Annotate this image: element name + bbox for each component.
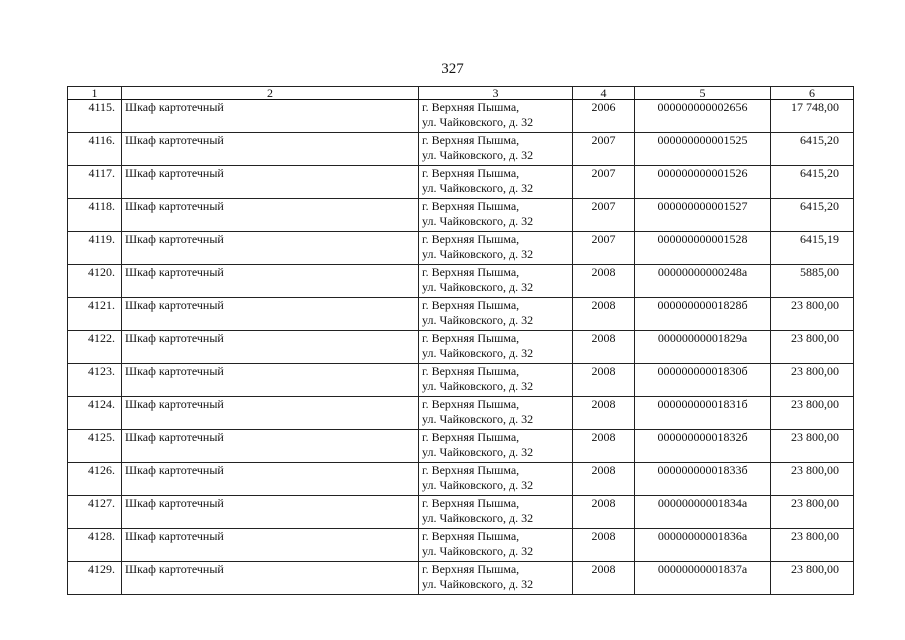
column-header: 5	[635, 87, 771, 100]
item-address	[419, 166, 573, 199]
item-name: Шкаф картотечный	[122, 166, 419, 199]
table-row	[68, 529, 854, 562]
address-line-1: г. Верхняя Пышма,	[422, 331, 520, 345]
inventory-number: 00000000001832б	[635, 430, 771, 463]
item-year: 2008	[573, 397, 635, 430]
table-row	[68, 100, 854, 133]
item-cost: 6415,20	[771, 166, 854, 199]
inventory-number: 00000000001828б	[635, 298, 771, 331]
table-row	[68, 397, 854, 430]
item-year: 2008	[573, 463, 635, 496]
address-line-2: ул. Чайковского, д. 32	[422, 445, 534, 459]
table-row	[68, 133, 854, 166]
item-address	[419, 298, 573, 331]
item-address	[419, 562, 573, 595]
item-name: Шкаф картотечный	[122, 397, 419, 430]
item-name: Шкаф картотечный	[122, 133, 419, 166]
item-address	[419, 463, 573, 496]
row-number: 4115.	[68, 100, 122, 133]
item-address	[419, 133, 573, 166]
item-name: Шкаф картотечный	[122, 265, 419, 298]
row-number: 4129.	[68, 562, 122, 595]
column-header: 4	[573, 87, 635, 100]
item-year: 2007	[573, 232, 635, 265]
inventory-number: 000000000001528	[635, 232, 771, 265]
address-line-1: г. Верхняя Пышма,	[422, 529, 520, 543]
table-row	[68, 199, 854, 232]
table-row	[68, 265, 854, 298]
item-cost: 23 800,00	[771, 529, 854, 562]
inventory-number: 000000000001527	[635, 199, 771, 232]
item-address	[419, 430, 573, 463]
address-line-2: ул. Чайковского, д. 32	[422, 577, 534, 591]
row-number: 4119.	[68, 232, 122, 265]
item-year: 2008	[573, 496, 635, 529]
item-address	[419, 496, 573, 529]
item-name: Шкаф картотечный	[122, 430, 419, 463]
item-address	[419, 331, 573, 364]
item-year: 2008	[573, 265, 635, 298]
item-name: Шкаф картотечный	[122, 298, 419, 331]
item-cost: 17 748,00	[771, 100, 854, 133]
page-number: 327	[441, 61, 464, 77]
table-row	[68, 463, 854, 496]
inventory-number: 000000000001525	[635, 133, 771, 166]
address-line-1: г. Верхняя Пышма,	[422, 232, 520, 246]
item-address	[419, 100, 573, 133]
inventory-number: 000000000001526	[635, 166, 771, 199]
address-line-1: г. Верхняя Пышма,	[422, 430, 520, 444]
item-cost: 23 800,00	[771, 331, 854, 364]
item-cost: 23 800,00	[771, 496, 854, 529]
address-line-2: ул. Чайковского, д. 32	[422, 247, 534, 261]
row-number: 4118.	[68, 199, 122, 232]
row-number: 4128.	[68, 529, 122, 562]
table-row	[68, 331, 854, 364]
item-address	[419, 232, 573, 265]
table-row	[68, 364, 854, 397]
item-name: Шкаф картотечный	[122, 529, 419, 562]
address-line-2: ул. Чайковского, д. 32	[422, 214, 534, 228]
table-row	[68, 232, 854, 265]
item-name: Шкаф картотечный	[122, 100, 419, 133]
inventory-number: 00000000001837а	[635, 562, 771, 595]
table-row	[68, 166, 854, 199]
item-cost: 6415,20	[771, 199, 854, 232]
address-line-1: г. Верхняя Пышма,	[422, 298, 520, 312]
address-line-2: ул. Чайковского, д. 32	[422, 115, 534, 129]
inventory-number: 00000000001831б	[635, 397, 771, 430]
item-year: 2007	[573, 199, 635, 232]
item-name: Шкаф картотечный	[122, 199, 419, 232]
row-number: 4121.	[68, 298, 122, 331]
item-address	[419, 529, 573, 562]
item-year: 2008	[573, 364, 635, 397]
address-line-2: ул. Чайковского, д. 32	[422, 412, 534, 426]
address-line-2: ул. Чайковского, д. 32	[422, 181, 534, 195]
item-year: 2008	[573, 331, 635, 364]
inventory-number: 00000000000248а	[635, 265, 771, 298]
item-year: 2008	[573, 562, 635, 595]
column-header: 1	[68, 87, 122, 100]
item-year: 2008	[573, 430, 635, 463]
item-name: Шкаф картотечный	[122, 463, 419, 496]
row-number: 4122.	[68, 331, 122, 364]
item-cost: 23 800,00	[771, 397, 854, 430]
row-number: 4127.	[68, 496, 122, 529]
address-line-2: ул. Чайковского, д. 32	[422, 313, 534, 327]
row-number: 4124.	[68, 397, 122, 430]
table-row	[68, 496, 854, 529]
inventory-number: 000000000002656	[635, 100, 771, 133]
item-cost: 23 800,00	[771, 298, 854, 331]
inventory-number: 00000000001833б	[635, 463, 771, 496]
address-line-2: ул. Чайковского, д. 32	[422, 379, 534, 393]
item-name: Шкаф картотечный	[122, 331, 419, 364]
row-number: 4120.	[68, 265, 122, 298]
address-line-1: г. Верхняя Пышма,	[422, 562, 520, 576]
item-cost: 23 800,00	[771, 430, 854, 463]
inventory-number: 00000000001834а	[635, 496, 771, 529]
address-line-2: ул. Чайковского, д. 32	[422, 280, 534, 294]
item-cost: 23 800,00	[771, 364, 854, 397]
item-cost: 5885,00	[771, 265, 854, 298]
asset-registry-table	[67, 86, 854, 595]
row-number: 4117.	[68, 166, 122, 199]
table-row	[68, 298, 854, 331]
address-line-1: г. Верхняя Пышма,	[422, 397, 520, 411]
item-address	[419, 364, 573, 397]
address-line-2: ул. Чайковского, д. 32	[422, 511, 534, 525]
address-line-2: ул. Чайковского, д. 32	[422, 544, 534, 558]
address-line-2: ул. Чайковского, д. 32	[422, 478, 534, 492]
column-header: 3	[419, 87, 573, 100]
column-header: 2	[122, 87, 419, 100]
item-cost: 6415,19	[771, 232, 854, 265]
item-name: Шкаф картотечный	[122, 232, 419, 265]
table-row	[68, 430, 854, 463]
address-line-1: г. Верхняя Пышма,	[422, 463, 520, 477]
item-year: 2007	[573, 166, 635, 199]
address-line-1: г. Верхняя Пышма,	[422, 133, 520, 147]
inventory-number: 00000000001836а	[635, 529, 771, 562]
column-header: 6	[771, 87, 854, 100]
row-number: 4123.	[68, 364, 122, 397]
address-line-1: г. Верхняя Пышма,	[422, 166, 520, 180]
item-year: 2006	[573, 100, 635, 133]
row-number: 4126.	[68, 463, 122, 496]
item-address	[419, 397, 573, 430]
item-cost: 23 800,00	[771, 562, 854, 595]
item-year: 2008	[573, 529, 635, 562]
address-line-1: г. Верхняя Пышма,	[422, 364, 520, 378]
item-name: Шкаф картотечный	[122, 364, 419, 397]
inventory-number: 00000000001829а	[635, 331, 771, 364]
address-line-2: ул. Чайковского, д. 32	[422, 346, 534, 360]
address-line-1: г. Верхняя Пышма,	[422, 496, 520, 510]
address-line-2: ул. Чайковского, д. 32	[422, 148, 534, 162]
item-name: Шкаф картотечный	[122, 496, 419, 529]
item-year: 2008	[573, 298, 635, 331]
inventory-number: 00000000001830б	[635, 364, 771, 397]
address-line-1: г. Верхняя Пышма,	[422, 100, 520, 114]
item-address	[419, 199, 573, 232]
item-year: 2007	[573, 133, 635, 166]
item-cost: 23 800,00	[771, 463, 854, 496]
column-number-row	[68, 87, 854, 100]
item-address	[419, 265, 573, 298]
address-line-1: г. Верхняя Пышма,	[422, 199, 520, 213]
row-number: 4116.	[68, 133, 122, 166]
item-name: Шкаф картотечный	[122, 562, 419, 595]
address-line-1: г. Верхняя Пышма,	[422, 265, 520, 279]
row-number: 4125.	[68, 430, 122, 463]
item-cost: 6415,20	[771, 133, 854, 166]
table-row	[68, 562, 854, 595]
